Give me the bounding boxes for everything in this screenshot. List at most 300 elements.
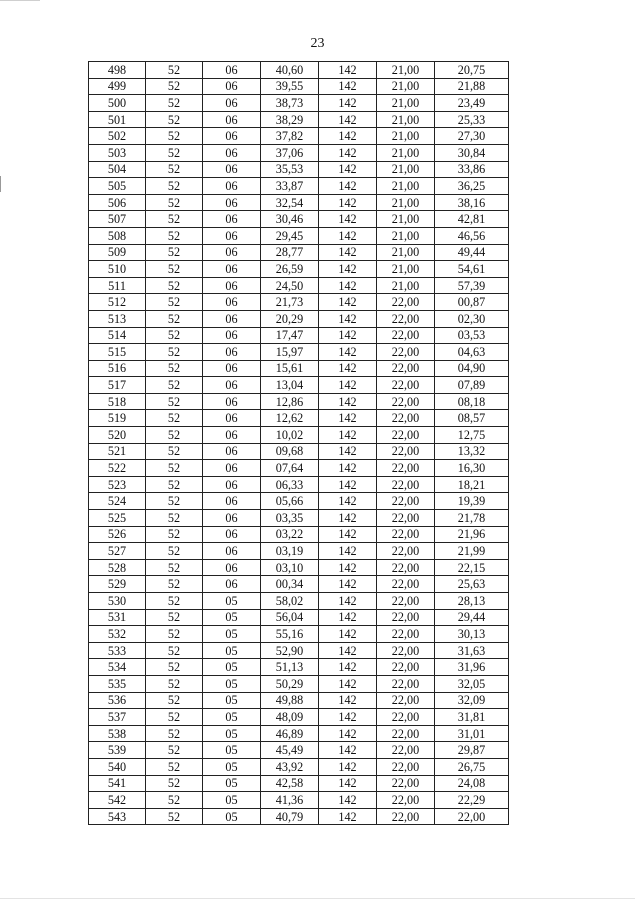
table-cell: 42,58 (261, 775, 319, 792)
table-row (89, 78, 509, 95)
table-cell: 52 (146, 95, 203, 112)
table-cell: 142 (319, 178, 377, 195)
table-cell: 512 (89, 294, 146, 311)
table-cell: 52 (146, 178, 203, 195)
table-cell: 06 (203, 576, 261, 593)
table-cell: 142 (319, 427, 377, 444)
table-cell: 41,36 (261, 792, 319, 809)
table-row (89, 244, 509, 261)
table-cell: 04,63 (435, 344, 509, 361)
table-cell: 507 (89, 211, 146, 228)
table-cell: 06 (203, 327, 261, 344)
table-cell: 52 (146, 692, 203, 709)
table-cell: 05 (203, 659, 261, 676)
table-cell: 52 (146, 78, 203, 95)
table-cell: 09,68 (261, 443, 319, 460)
table-cell: 38,73 (261, 95, 319, 112)
table-cell: 22,00 (377, 609, 435, 626)
table-row (89, 476, 509, 493)
table-cell: 22,00 (377, 377, 435, 394)
table-cell: 52 (146, 543, 203, 560)
table-cell: 527 (89, 543, 146, 560)
table-cell: 21,99 (435, 543, 509, 560)
table-cell: 52 (146, 493, 203, 510)
table-cell: 29,44 (435, 609, 509, 626)
table-cell: 31,81 (435, 709, 509, 726)
table-cell: 142 (319, 393, 377, 410)
table-cell: 142 (319, 111, 377, 128)
table-cell: 52 (146, 261, 203, 278)
table-cell: 142 (319, 659, 377, 676)
table-cell: 33,87 (261, 178, 319, 195)
scan-edge-mark (0, 0, 40, 1)
table-cell: 22,00 (377, 476, 435, 493)
table-cell: 142 (319, 758, 377, 775)
table-cell: 54,61 (435, 261, 509, 278)
table-cell: 52 (146, 111, 203, 128)
table-cell: 22,00 (377, 775, 435, 792)
table-cell: 52 (146, 476, 203, 493)
table-row (89, 261, 509, 278)
table-cell: 530 (89, 593, 146, 610)
table-cell: 142 (319, 377, 377, 394)
table-cell: 52 (146, 725, 203, 742)
table-cell: 06 (203, 377, 261, 394)
table-cell: 142 (319, 443, 377, 460)
table-cell: 511 (89, 277, 146, 294)
table-cell: 52 (146, 410, 203, 427)
table-cell: 23,49 (435, 95, 509, 112)
table-cell: 142 (319, 360, 377, 377)
table-cell: 519 (89, 410, 146, 427)
table-cell: 21,73 (261, 294, 319, 311)
table-cell: 06 (203, 111, 261, 128)
table-cell: 28,13 (435, 593, 509, 610)
table-cell: 21,88 (435, 78, 509, 95)
table-cell: 06 (203, 277, 261, 294)
table-cell: 55,16 (261, 626, 319, 643)
table-cell: 52 (146, 526, 203, 543)
table-cell: 534 (89, 659, 146, 676)
table-cell: 508 (89, 227, 146, 244)
table-row (89, 443, 509, 460)
table-cell: 05 (203, 709, 261, 726)
table-cell: 142 (319, 78, 377, 95)
table-cell: 541 (89, 775, 146, 792)
table-cell: 24,08 (435, 775, 509, 792)
table-cell: 21,00 (377, 261, 435, 278)
table-cell: 142 (319, 593, 377, 610)
table-cell: 06 (203, 510, 261, 527)
table-row (89, 725, 509, 742)
table-cell: 21,00 (377, 62, 435, 79)
table-cell: 142 (319, 294, 377, 311)
table-cell: 06 (203, 443, 261, 460)
table-row (89, 327, 509, 344)
table-cell: 29,45 (261, 227, 319, 244)
table-cell: 37,82 (261, 128, 319, 145)
table-cell: 543 (89, 808, 146, 825)
table-row (89, 642, 509, 659)
table-row (89, 493, 509, 510)
table-cell: 142 (319, 344, 377, 361)
table-cell: 06 (203, 526, 261, 543)
table-cell: 533 (89, 642, 146, 659)
table-cell: 52 (146, 460, 203, 477)
table-cell: 06 (203, 261, 261, 278)
table-row (89, 128, 509, 145)
table-row (89, 593, 509, 610)
table-cell: 05 (203, 808, 261, 825)
table-cell: 142 (319, 310, 377, 327)
table-cell: 05 (203, 692, 261, 709)
table-cell: 142 (319, 775, 377, 792)
table-cell: 52 (146, 62, 203, 79)
table-cell: 00,34 (261, 576, 319, 593)
table-cell: 22,00 (377, 758, 435, 775)
table-cell: 32,54 (261, 194, 319, 211)
table-cell: 22,00 (377, 360, 435, 377)
table-cell: 07,64 (261, 460, 319, 477)
table-row (89, 194, 509, 211)
table-cell: 12,62 (261, 410, 319, 427)
table-cell: 21,78 (435, 510, 509, 527)
table-body (89, 62, 509, 825)
table-cell: 26,75 (435, 758, 509, 775)
table-cell: 510 (89, 261, 146, 278)
table-cell: 523 (89, 476, 146, 493)
table-cell: 539 (89, 742, 146, 759)
table-cell: 49,88 (261, 692, 319, 709)
table-cell: 35,53 (261, 161, 319, 178)
table-cell: 13,32 (435, 443, 509, 460)
table-cell: 52 (146, 758, 203, 775)
table-cell: 06 (203, 360, 261, 377)
table-cell: 500 (89, 95, 146, 112)
table-cell: 509 (89, 244, 146, 261)
table-cell: 52 (146, 609, 203, 626)
table-cell: 526 (89, 526, 146, 543)
table-cell: 04,90 (435, 360, 509, 377)
table-cell: 22,00 (377, 709, 435, 726)
table-cell: 142 (319, 543, 377, 560)
table-cell: 22,00 (377, 659, 435, 676)
table-cell: 06 (203, 178, 261, 195)
table-cell: 29,87 (435, 742, 509, 759)
table-cell: 142 (319, 144, 377, 161)
table-cell: 142 (319, 410, 377, 427)
table-cell: 20,29 (261, 310, 319, 327)
table-cell: 46,56 (435, 227, 509, 244)
table-cell: 03,35 (261, 510, 319, 527)
table-row (89, 294, 509, 311)
table-cell: 528 (89, 559, 146, 576)
table-cell: 540 (89, 758, 146, 775)
table-cell: 22,00 (377, 393, 435, 410)
table-cell: 06 (203, 476, 261, 493)
table-cell: 06 (203, 128, 261, 145)
table-row (89, 543, 509, 560)
table-row (89, 576, 509, 593)
table-row (89, 742, 509, 759)
table-row (89, 510, 509, 527)
table-cell: 43,92 (261, 758, 319, 775)
table-cell: 21,00 (377, 211, 435, 228)
table-cell: 502 (89, 128, 146, 145)
table-cell: 142 (319, 692, 377, 709)
table-cell: 22,00 (377, 792, 435, 809)
table-cell: 05 (203, 758, 261, 775)
table-cell: 521 (89, 443, 146, 460)
table-cell: 06 (203, 62, 261, 79)
table-cell: 522 (89, 460, 146, 477)
table-cell: 504 (89, 161, 146, 178)
table-cell: 06 (203, 95, 261, 112)
table-cell: 05 (203, 626, 261, 643)
table-cell: 05 (203, 792, 261, 809)
table-cell: 49,44 (435, 244, 509, 261)
table-cell: 32,05 (435, 675, 509, 692)
table-cell: 30,46 (261, 211, 319, 228)
table-cell: 12,86 (261, 393, 319, 410)
table-row (89, 460, 509, 477)
table-cell: 06 (203, 543, 261, 560)
page-number: 23 (310, 36, 325, 51)
table-cell: 22,00 (377, 460, 435, 477)
table-cell: 05,66 (261, 493, 319, 510)
table-cell: 52 (146, 642, 203, 659)
table-row (89, 277, 509, 294)
table-cell: 520 (89, 427, 146, 444)
table-cell: 52 (146, 559, 203, 576)
table-cell: 52 (146, 742, 203, 759)
table-cell: 27,30 (435, 128, 509, 145)
table-cell: 32,09 (435, 692, 509, 709)
table-row (89, 393, 509, 410)
table-cell: 513 (89, 310, 146, 327)
table-cell: 142 (319, 211, 377, 228)
table-row (89, 675, 509, 692)
table-cell: 52 (146, 244, 203, 261)
table-cell: 52 (146, 659, 203, 676)
table-cell: 06 (203, 211, 261, 228)
table-cell: 142 (319, 476, 377, 493)
table-cell: 21,00 (377, 144, 435, 161)
table-row (89, 526, 509, 543)
table-cell: 05 (203, 609, 261, 626)
table-cell: 21,00 (377, 227, 435, 244)
table-cell: 52 (146, 360, 203, 377)
table-cell: 142 (319, 95, 377, 112)
table-cell: 22,00 (377, 675, 435, 692)
table-cell: 05 (203, 675, 261, 692)
table-cell: 22,00 (377, 310, 435, 327)
table-cell: 31,96 (435, 659, 509, 676)
table-cell: 52 (146, 593, 203, 610)
table-cell: 22,29 (435, 792, 509, 809)
table-cell: 21,00 (377, 194, 435, 211)
table-row (89, 692, 509, 709)
table-cell: 05 (203, 775, 261, 792)
table-cell: 518 (89, 393, 146, 410)
table-cell: 06 (203, 410, 261, 427)
table-cell: 22,00 (377, 427, 435, 444)
table-cell: 142 (319, 161, 377, 178)
table-cell: 52 (146, 775, 203, 792)
table-row (89, 227, 509, 244)
table-cell: 52 (146, 510, 203, 527)
table-cell: 36,25 (435, 178, 509, 195)
table-cell: 06 (203, 344, 261, 361)
table-cell: 501 (89, 111, 146, 128)
table-cell: 52 (146, 443, 203, 460)
table-cell: 02,30 (435, 310, 509, 327)
table-cell: 52 (146, 808, 203, 825)
table-cell: 142 (319, 327, 377, 344)
table-cell: 05 (203, 593, 261, 610)
table-cell: 529 (89, 576, 146, 593)
table-cell: 52 (146, 792, 203, 809)
table-cell: 142 (319, 128, 377, 145)
table-cell: 40,79 (261, 808, 319, 825)
table-cell: 50,29 (261, 675, 319, 692)
table-cell: 39,55 (261, 78, 319, 95)
table-cell: 06 (203, 161, 261, 178)
table-row (89, 377, 509, 394)
table-cell: 03,10 (261, 559, 319, 576)
table-cell: 31,01 (435, 725, 509, 742)
table-cell: 142 (319, 792, 377, 809)
table-cell: 06 (203, 294, 261, 311)
table-cell: 516 (89, 360, 146, 377)
table-cell: 142 (319, 493, 377, 510)
table-cell: 06 (203, 310, 261, 327)
table-cell: 142 (319, 576, 377, 593)
table-cell: 22,00 (377, 593, 435, 610)
table-cell: 52 (146, 393, 203, 410)
table-cell: 19,39 (435, 493, 509, 510)
table-row (89, 111, 509, 128)
table-cell: 542 (89, 792, 146, 809)
table-cell: 524 (89, 493, 146, 510)
table-cell: 22,00 (377, 576, 435, 593)
table-row (89, 808, 509, 825)
coordinates-table (88, 61, 509, 825)
table-cell: 06 (203, 244, 261, 261)
table-cell: 03,22 (261, 526, 319, 543)
table-cell: 22,00 (435, 808, 509, 825)
table-cell: 33,86 (435, 161, 509, 178)
table-cell: 48,09 (261, 709, 319, 726)
table-cell: 52 (146, 144, 203, 161)
table-cell: 517 (89, 377, 146, 394)
table-row (89, 792, 509, 809)
table-cell: 07,89 (435, 377, 509, 394)
table-cell: 22,00 (377, 543, 435, 560)
table-cell: 532 (89, 626, 146, 643)
table-cell: 52 (146, 344, 203, 361)
table-cell: 514 (89, 327, 146, 344)
table-cell: 03,53 (435, 327, 509, 344)
table-cell: 17,47 (261, 327, 319, 344)
table-cell: 08,57 (435, 410, 509, 427)
table-row (89, 211, 509, 228)
table-cell: 142 (319, 460, 377, 477)
table-row (89, 626, 509, 643)
table-cell: 21,00 (377, 244, 435, 261)
table-cell: 06,33 (261, 476, 319, 493)
table-cell: 05 (203, 742, 261, 759)
table-cell: 22,00 (377, 526, 435, 543)
table-cell: 06 (203, 460, 261, 477)
table-cell: 38,29 (261, 111, 319, 128)
table-cell: 22,00 (377, 510, 435, 527)
table-cell: 06 (203, 78, 261, 95)
table-cell: 525 (89, 510, 146, 527)
table-cell: 58,02 (261, 593, 319, 610)
table-cell: 142 (319, 227, 377, 244)
table-row (89, 161, 509, 178)
table-cell: 142 (319, 261, 377, 278)
table-cell: 15,61 (261, 360, 319, 377)
table-cell: 21,00 (377, 161, 435, 178)
table-cell: 52 (146, 161, 203, 178)
table-row (89, 709, 509, 726)
table-cell: 537 (89, 709, 146, 726)
table-cell: 21,00 (377, 277, 435, 294)
table-cell: 22,00 (377, 344, 435, 361)
table-cell: 52 (146, 310, 203, 327)
table-row (89, 559, 509, 576)
table-cell: 30,13 (435, 626, 509, 643)
table-cell: 538 (89, 725, 146, 742)
table-cell: 13,04 (261, 377, 319, 394)
table-row (89, 427, 509, 444)
table-cell: 56,04 (261, 609, 319, 626)
table-cell: 10,02 (261, 427, 319, 444)
table-cell: 52 (146, 709, 203, 726)
table-cell: 505 (89, 178, 146, 195)
table-cell: 142 (319, 642, 377, 659)
table-cell: 52 (146, 576, 203, 593)
table-cell: 142 (319, 808, 377, 825)
table-cell: 40,60 (261, 62, 319, 79)
table-cell: 22,00 (377, 626, 435, 643)
table-cell: 142 (319, 675, 377, 692)
table-cell: 142 (319, 559, 377, 576)
table-cell: 28,77 (261, 244, 319, 261)
table-cell: 52 (146, 194, 203, 211)
table-row (89, 178, 509, 195)
table-cell: 22,15 (435, 559, 509, 576)
table-row (89, 410, 509, 427)
table-cell: 52 (146, 327, 203, 344)
table-cell: 22,00 (377, 294, 435, 311)
table-cell: 142 (319, 510, 377, 527)
table-cell: 15,97 (261, 344, 319, 361)
table-cell: 22,00 (377, 692, 435, 709)
table-cell: 22,00 (377, 642, 435, 659)
table-cell: 06 (203, 559, 261, 576)
table-cell: 142 (319, 526, 377, 543)
table-cell: 22,00 (377, 559, 435, 576)
table-row (89, 144, 509, 161)
table-cell: 06 (203, 227, 261, 244)
table-cell: 08,18 (435, 393, 509, 410)
table-cell: 21,00 (377, 111, 435, 128)
table-cell: 03,19 (261, 543, 319, 560)
table-row (89, 758, 509, 775)
